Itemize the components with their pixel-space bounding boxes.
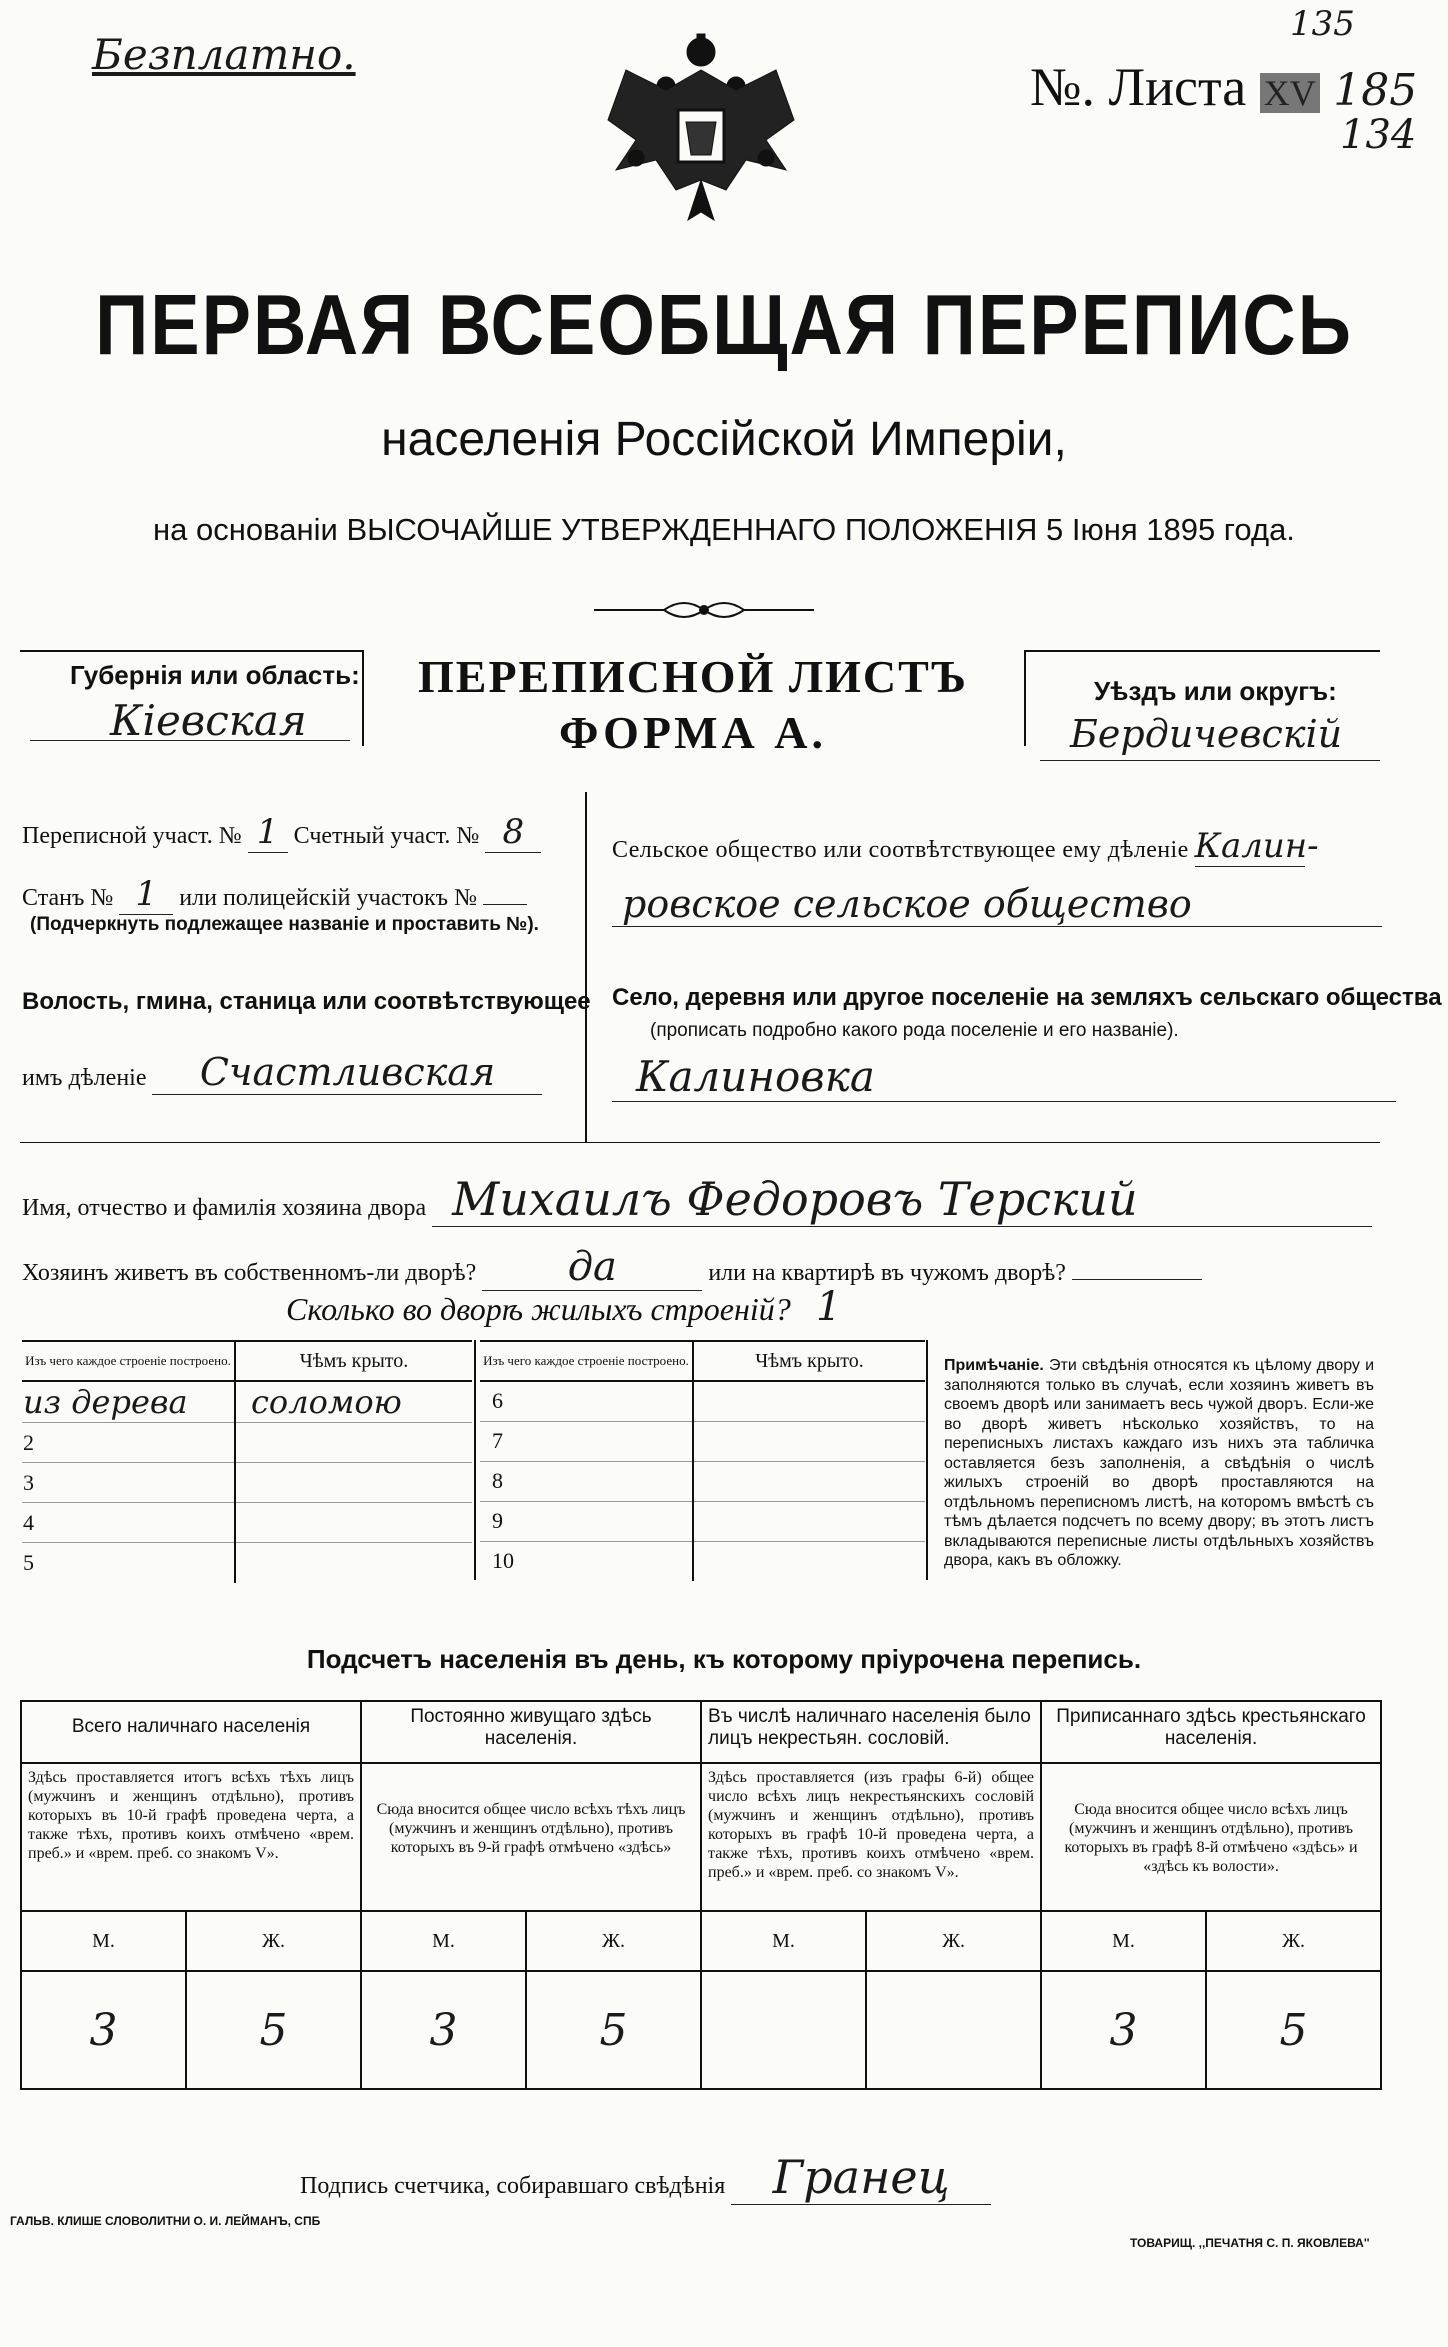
group-desc-total: Здѣсь проставляется итогъ всѣхъ тѣхъ лицъ (мужчинъ и женщинъ отдѣльно), противъ которыхъ въ 10-й графѣ проведена черта, а также тѣхъ, противъ коихъ отмѣчено «врем. преб.» и «врем. преб. со знакомъ V». [21, 1763, 361, 1911]
m-header: М. [701, 1911, 866, 1971]
sheet-no-struck: XV [1260, 73, 1320, 113]
ornament-divider [594, 596, 814, 624]
sheet-no-handwritten-2: 134 [1340, 112, 1417, 158]
owner-name-row [22, 1172, 1372, 1227]
stan-label: Станъ № [22, 885, 114, 911]
counting-section-label: Счетный участ. № [293, 823, 480, 849]
form-title: ПЕРЕПИСНОЙ ЛИСТЪ [417, 651, 969, 702]
volost-value: Счастливская [152, 1050, 542, 1095]
owner-name-label: Имя, отчество и фамилія хозяина двора [22, 1195, 427, 1221]
basis-caps: ВЫСОЧАЙШЕ УТВЕРЖДЕННАГО ПОЛОЖЕНІЯ [346, 512, 1038, 547]
volost-row [22, 1050, 542, 1095]
province-label: Губернія или область: [70, 660, 360, 690]
sheet-no-label: №. Листа [1030, 57, 1247, 117]
sheet-no-handwritten: 185 [1333, 65, 1418, 116]
owner-or-label: или на квартирѣ въ чужомъ дворѣ? [708, 1260, 1066, 1286]
society-value-1: Калин- [1194, 826, 1319, 866]
buildings-table-left [22, 1340, 472, 1583]
m-header: М. [1041, 1911, 1206, 1971]
f-header: Ж. [526, 1911, 701, 1971]
material-header: Изъ чего каждое строеніе построено. [22, 1341, 235, 1381]
stan-row [22, 874, 527, 915]
counting-section-value: 8 [485, 812, 541, 853]
table-row: 7 [480, 1421, 925, 1461]
imperial-eagle-emblem [596, 30, 806, 240]
peasant-male-count: 3 [1041, 1971, 1206, 2089]
roof-value: соломою [251, 1383, 402, 1421]
roof-header: Чѣмъ крыто. [235, 1341, 472, 1381]
district-value: Бердичевскій [1070, 712, 1343, 756]
group-desc-resident: Сюда вносится общее число всѣхъ тѣхъ лицъ (мужчинъ и женщинъ отдѣльно), противъ которыхъ въ 9-й графѣ отмѣчено «здѣсь» [361, 1763, 701, 1911]
fields-column-divider [585, 792, 587, 1142]
group-desc-peasant: Сюда вносится общее число всѣхъ лицъ (мужчинъ и женщинъ отдѣльно), противъ которыхъ въ графѣ 8-й отмѣчено «здѣсь» и «здѣсь къ волости». [1041, 1763, 1381, 1911]
group-heading-total: Всего наличнаго населенія [21, 1701, 361, 1763]
buildings-table-left-grid [22, 1340, 472, 1583]
province-value: Кіевская [110, 696, 307, 745]
buildings-table-right-grid [480, 1340, 925, 1581]
buildings-label: Сколько во дворѣ жилыхъ строеній? [286, 1291, 791, 1327]
census-section-row [22, 812, 541, 853]
owner-name-value: Михаилъ Федоровъ Терский [432, 1172, 1372, 1227]
table-row: 5 [22, 1543, 472, 1583]
f-header: Ж. [866, 1911, 1041, 1971]
table-row: 8 [480, 1461, 925, 1501]
note-text: Эти свѣдѣнія относятся къ цѣлому двору и заполняются только въ случаѣ, если хозяинъ живетъ въ своемъ дворѣ или занимаетъ весь чужой дворъ. Если-же во дворѣ живетъ нѣсколько хозяйствъ, то на переписныхъ листахъ каждаго изъ нихъ эта табличка оставляется безъ заполненія, а свѣдѣнія о числѣ жилыхъ строеній во дворѣ проставляются на отдѣльномъ переписномъ листѣ, на которомъ вмѣстѣ съ тѣмъ дѣлается подсчетъ по всему двору; въ этотъ листъ вкладываются переписные листы отдѣльныхъ хозяйствъ двора, какъ въ обложку. [944, 1357, 1374, 1569]
printer-right: ТОВАРИЩ. ,,ПЕЧАТНЯ С. П. ЯКОВЛЕВА'' [1130, 2236, 1370, 2250]
village-value: Калиновка [612, 1052, 1396, 1102]
police-note: (Подчеркнуть подлежащее названіе и проставить №). [30, 914, 539, 935]
society-row [612, 826, 1319, 867]
volost-label-2: имъ дѣленіе [22, 1065, 147, 1091]
society-label: Сельское общество или соотвѣтствующее ему дѣленіе [612, 837, 1189, 863]
population-grid [20, 1700, 1382, 2090]
population-title: Подсчетъ населенія въ день, къ которому пріурочена перепись. [306, 1644, 1142, 1674]
material-header: Изъ чего каждое строеніе построено. [480, 1341, 693, 1381]
buildings-value: 1 [815, 1284, 842, 1330]
total-male-count: 3 [21, 1971, 186, 2089]
census-section-value: 1 [248, 812, 288, 853]
society-value-2: ровское сельское общество [612, 882, 1382, 927]
group-heading-resident: Постоянно живущаго здѣсь населенія. [361, 1701, 701, 1763]
fields-bottom-rule [20, 1142, 1380, 1143]
group-heading-peasant: Приписаннаго здѣсь крестьянскаго населенія. [1041, 1701, 1381, 1763]
table-row [22, 1381, 472, 1423]
owner-rent-blank [1072, 1279, 1202, 1280]
form-header-right-divider [1024, 650, 1026, 746]
police-value-blank [483, 904, 527, 905]
basis-prefix: на основаніи [153, 512, 338, 547]
material-value: из дерева [23, 1383, 188, 1421]
stan-value: 1 [119, 874, 173, 915]
page-title: ПЕРВАЯ ВСЕОБЩАЯ ПЕРЕПИСЬ [95, 276, 1353, 373]
buildings-tables-divider [474, 1340, 476, 1580]
table-row: 10 [480, 1541, 925, 1581]
village-label: Село, деревня или другое поселеніе на земляхъ сельскаго общества [612, 984, 1442, 1011]
police-label: или полицейскій участокъ № [179, 885, 477, 911]
signature-label: Подпись счетчика, собиравшаго свѣдѣнія [300, 2173, 726, 2199]
sheet-number [1030, 56, 1417, 118]
roof-header: Чѣмъ крыто. [693, 1341, 925, 1381]
owner-lives-label: Хозяинъ живетъ въ собственномъ-ли дворѣ? [22, 1260, 477, 1286]
m-header: М. [21, 1911, 186, 1971]
table-row: 2 [22, 1423, 472, 1463]
signature-value: Гранец [731, 2150, 991, 2205]
f-header: Ж. [1206, 1911, 1381, 1971]
table-row: 4 [22, 1503, 472, 1543]
resident-male-count: 3 [361, 1971, 526, 2089]
table-row: 9 [480, 1501, 925, 1541]
table-row: 6 [480, 1381, 925, 1421]
form-header-top-rule-left [20, 650, 362, 652]
note-label: Примѣчаніе. [944, 1357, 1044, 1374]
census-section-label: Переписной участ. № [22, 823, 242, 849]
m-header: М. [361, 1911, 526, 1971]
population-table [20, 1700, 1380, 2090]
buildings-table-right [480, 1340, 925, 1581]
noncrestian-female-count [866, 1971, 1041, 2089]
page-subtitle: населенія Россійской Имперіи, [381, 413, 1067, 466]
stamp-number: 135 [1290, 4, 1355, 44]
form-subtitle: ФОРМА А. [559, 707, 827, 758]
f-header: Ж. [186, 1911, 361, 1971]
district-label: Уѣздъ или округъ: [1094, 676, 1337, 706]
group-desc-noncrestian: Здѣсь проставляется (изъ графы 6-й) общее число всѣхъ лицъ некрестьянскихъ сословій (мужчинъ и женщинъ отдѣльно), противъ которыхъ въ графѣ 10-й проведена черта, а также тѣхъ, противъ коихъ отмѣчено «врем. преб.» и «врем. преб. со знакомъ V». [701, 1763, 1041, 1911]
volost-label-1: Волость, гмина, станица или соотвѣтствующее [22, 988, 591, 1015]
province-underline [30, 740, 350, 741]
note-block [944, 1356, 1374, 1571]
resident-female-count: 5 [526, 1971, 701, 2089]
district-underline [1040, 760, 1380, 761]
basis-date: 5 Іюня 1895 года. [1045, 512, 1295, 547]
peasant-female-count: 5 [1206, 1971, 1381, 2089]
total-female-count: 5 [186, 1971, 361, 2089]
buildings-row [286, 1284, 859, 1330]
table-row: 3 [22, 1463, 472, 1503]
free-label: Безплатно. [92, 30, 356, 79]
owner-lives-value: да [482, 1244, 702, 1291]
village-note: (прописать подробно какого рода поселеніе и его названіе). [650, 1020, 1179, 1041]
form-header-top-rule-right [1024, 650, 1380, 652]
legal-basis [0, 512, 1448, 548]
signature-row [300, 2150, 991, 2205]
group-heading-noncrestian: Въ числѣ наличнаго населенія было лицъ некрестьян. сословій. [701, 1701, 1041, 1763]
buildings-tables-right-edge [926, 1340, 928, 1580]
printer-left: ГАЛЬВ. КЛИШЕ СЛОВОЛИТНИ О. И. ЛЕЙМАНЪ, СПБ [10, 2214, 321, 2228]
noncrestian-male-count [701, 1971, 866, 2089]
